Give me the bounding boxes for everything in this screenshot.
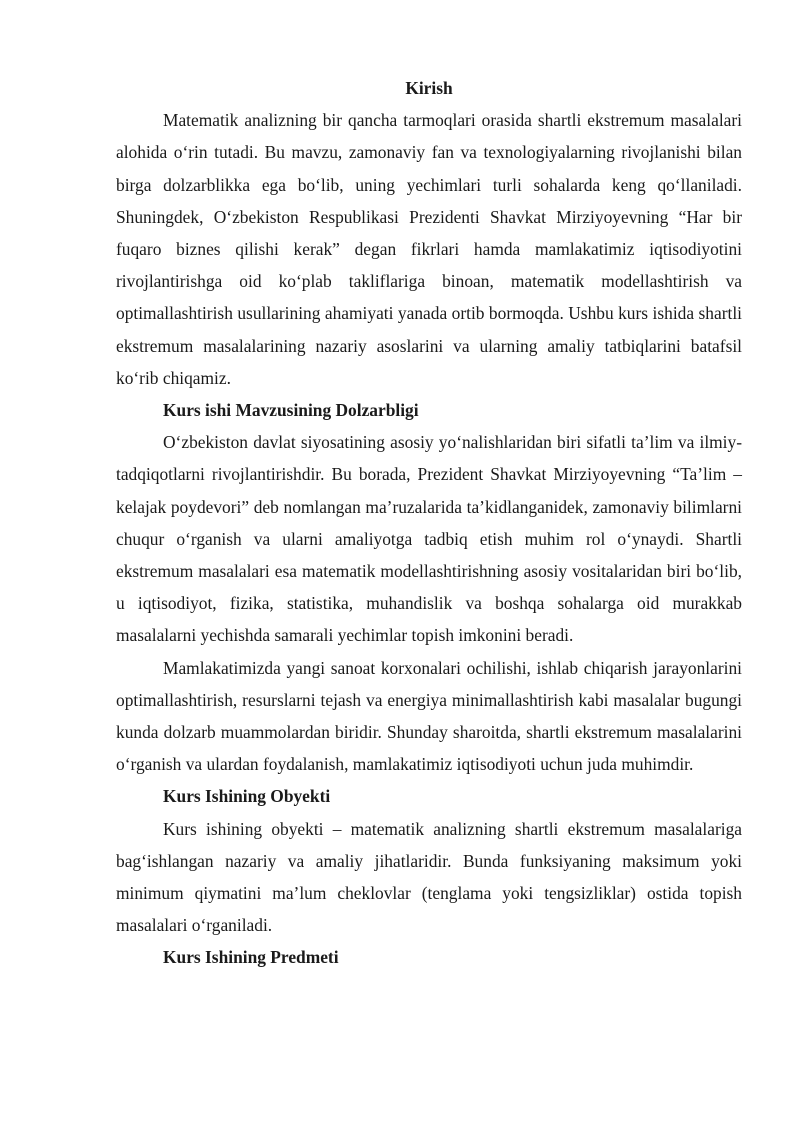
document-title: Kirish [405,78,453,98]
intro-paragraph: Matematik analizning bir qancha tarmoqlari orasida shartli ekstremum masalalari alohida o‘rin tutadi. Bu mavzu, zamonaviy fan va texnologiyalarning rivojlanishi bilan birga dolzarblikka ega bo‘lib, uning yechimlari turli sohalarda keng qo‘llaniladi. Shuningdek, O‘zbekiston Respublikasi Prezidenti Shavkat Mirziyoyevning “Har bir fuqaro biznes qilishi kerak” degan fikrlari hamda mamlakatimiz iqtisodiyotini rivojlantirishga oid ko‘plab takliflariga binoan, matematik modellashtirish va optimallashtirish usullarining ahamiyati yanada ortib bormoqda. Ushbu kurs ishida shartli ekstremum masalalarining nazariy asoslarini va ularning amaliy tatbiqlarini batafsil ko‘rib chiqamiz. [116,110,742,388]
section-heading-relevance: Kurs ishi Mavzusining Dolzarbligi [163,400,419,421]
object-paragraph: Kurs ishining obyekti – matematik analizning shartli ekstremum masalalariga bag‘ishlangan nazariy va amaliy jihatlaridir. Bunda funksiyaning maksimum yoki minimum qiymatini ma’lum cheklovlar (tenglama yoki tengsizliklar) ostida topish masalalari o‘rganiladi. [116,818,742,936]
document-page [116,72,742,974]
relevance-paragraph-1: O‘zbekiston davlat siyosatining asosiy yo‘nalishlaridan biri sifatli ta’lim va ilmiy-tadqiqotlarni rivojlantirishdir. Bu borada, Prezident Shavkat Mirziyoyevning “Ta’lim – kelajak poydevori” deb nomlangan ma’ruzalarida ta’kidlanganidek, zamonaviy bilimlarni chuqur o‘rganish va ularni amaliyotga tadbiq etish muhim rol o‘ynaydi. Shartli ekstremum masalalari esa matematik modellashtirishning asosiy vositalaridan biri bo‘lib, u iqtisodiyot, fizika, statistika, muhandislik va boshqa sohalarga oid murakkab masalalarni yechishda samarali yechimlar topish imkonini beradi. [116,432,742,646]
section-heading-object: Kurs Ishining Obyekti [163,786,331,807]
relevance-paragraph-2: Mamlakatimizda yangi sanoat korxonalari ochilishi, ishlab chiqarish jarayonlarini optimallashtirish, resurslarni tejash va energiya minimallashtirish kabi masalalar bugungi kunda dolzarb muammolardan biridir. Shunday sharoitda, shartli ekstremum masalalarini o‘rganish va ulardan foydalanish, mamlakatimiz iqtisodiyoti uchun juda muhimdir. [116,657,742,775]
section-heading-subject: Kurs Ishining Predmeti [163,947,339,968]
